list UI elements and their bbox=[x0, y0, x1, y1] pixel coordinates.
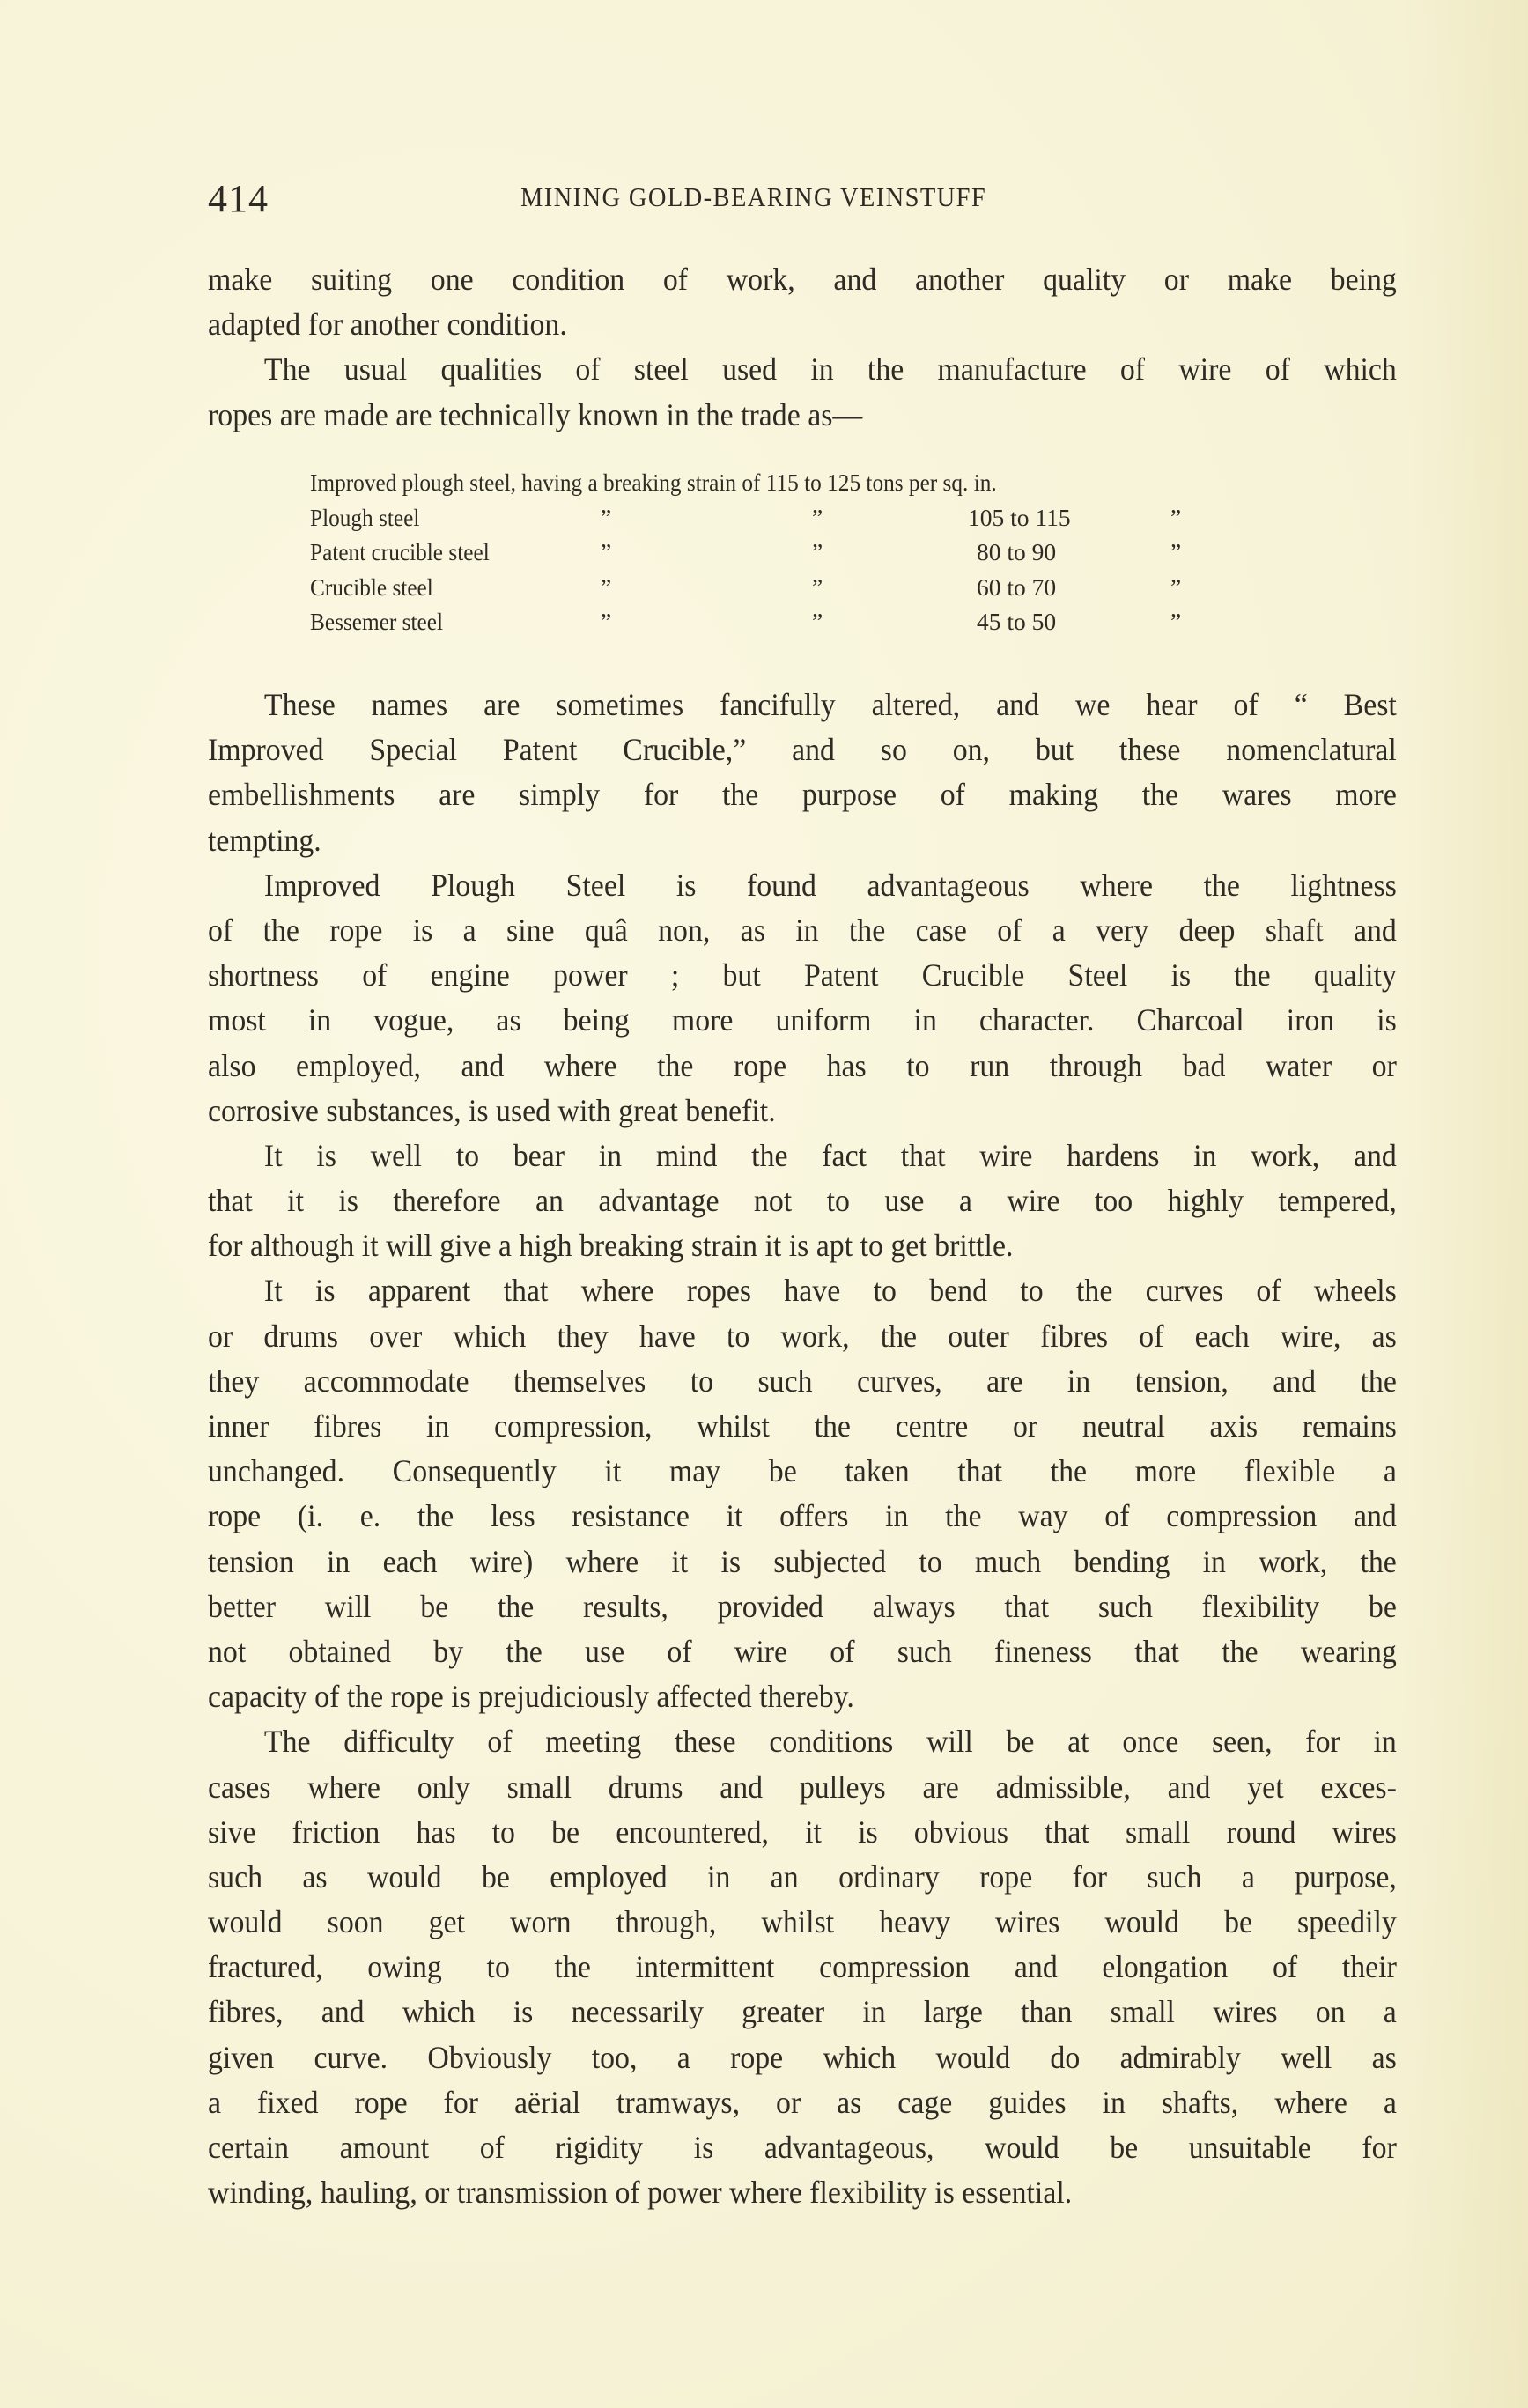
text-line: given curve. Obviously too, a rope which would do admirably well as bbox=[208, 2039, 1397, 2075]
strain-range: 45 to 50 bbox=[977, 608, 1057, 635]
steel-name: Plough steel bbox=[310, 503, 420, 531]
text-line: embellishments are simply for the purpose of making the wares more bbox=[208, 777, 1397, 813]
table-row bbox=[310, 604, 1314, 639]
text-line: rope (i. e. the less resistance it offers in the way of compression and bbox=[208, 1498, 1397, 1534]
text-line: tension in each wire) where it is subjected to much bending in work, the bbox=[208, 1543, 1397, 1579]
text-line: most in vogue, as being more uniform in character. Charcoal iron is bbox=[208, 1002, 1397, 1038]
table-row bbox=[310, 570, 1314, 605]
strain-range: 105 to 115 bbox=[968, 503, 1071, 531]
text-line: better will be the results, provided always that such flexibility be bbox=[208, 1588, 1397, 1624]
strain-range: 60 to 70 bbox=[977, 572, 1057, 601]
table-row bbox=[310, 500, 1314, 536]
ditto-mark: ” bbox=[601, 608, 612, 635]
text-line: ropes are made are technically known in the trade as— bbox=[208, 396, 863, 432]
text-line: unchanged. Consequently it may be taken that the more flexible a bbox=[208, 1453, 1397, 1489]
ditto-mark: ” bbox=[812, 503, 823, 531]
table-row bbox=[310, 465, 1314, 500]
text-line: make suiting one condition of work, and another quality or make being bbox=[208, 262, 1397, 297]
page-number: 414 bbox=[208, 177, 269, 220]
text-line: These names are sometimes fancifully altered, and we hear of “ Best bbox=[263, 687, 1397, 722]
text-line: for although it will give a high breaking strain it is apt to get brittle. bbox=[208, 1228, 1014, 1264]
ditto-mark: ” bbox=[1170, 608, 1182, 635]
text-line: or drums over which they have to work, the outer fibres of each wire, as bbox=[208, 1318, 1397, 1354]
ditto-mark: ” bbox=[601, 538, 612, 565]
ditto-mark: ” bbox=[1170, 572, 1182, 601]
table-row-first-text: Improved plough steel, having a breaking strain of 115 to 125 tons per sq. in. bbox=[310, 469, 997, 496]
text-line: they accommodate themselves to such curves, are in tension, and the bbox=[208, 1363, 1397, 1399]
page-edge-shadow bbox=[1405, 0, 1528, 2408]
text-line: capacity of the rope is prejudiciously affected thereby. bbox=[208, 1679, 854, 1715]
body-paragraphs bbox=[208, 683, 1397, 2215]
text-line: such as would be employed in an ordinary rope for such a purpose, bbox=[208, 1858, 1397, 1895]
ditto-mark: ” bbox=[601, 572, 612, 601]
text-line: winding, hauling, or transmission of power where flexibility is essential. bbox=[208, 2175, 1073, 2211]
text-line: that it is therefore an advantage not to use a wire too highly tempered, bbox=[208, 1183, 1397, 1219]
text-line: sive friction has to be encountered, it is obvious that small round wires bbox=[208, 1813, 1397, 1850]
text-line: It is apparent that where ropes have to bend to the curves of wheels bbox=[263, 1273, 1397, 1309]
text-line: of the rope is a sine quâ non, as in the case of a very deep shaft and bbox=[208, 912, 1397, 948]
text-line: fractured, owing to the intermittent compression and elongation of their bbox=[208, 1949, 1397, 1985]
text-line: Improved Special Patent Crucible,” and so on, but these nomenclatural bbox=[208, 732, 1397, 768]
text-line: would soon get worn through, whilst heavy wires would be speedily bbox=[208, 1904, 1397, 1940]
intro-paragraphs bbox=[208, 257, 1397, 438]
running-head bbox=[208, 176, 1124, 220]
text-line: The usual qualities of steel used in the manufacture of wire of which bbox=[263, 351, 1397, 388]
ditto-mark: ” bbox=[812, 608, 823, 635]
text-line: corrosive substances, is used with great benefit. bbox=[208, 1092, 776, 1128]
table-row bbox=[310, 535, 1314, 570]
text-line: shortness of engine power ; but Patent Crucible Steel is the quality bbox=[208, 957, 1397, 993]
text-line: Improved Plough Steel is found advantageous where the lightness bbox=[263, 867, 1397, 903]
steel-name: Patent crucible steel bbox=[310, 538, 490, 565]
ditto-mark: ” bbox=[812, 538, 823, 565]
text-line: inner fibres in compression, whilst the centre or neutral axis remains bbox=[208, 1408, 1397, 1444]
steel-name: Crucible steel bbox=[310, 572, 433, 601]
text-line: also employed, and where the rope has to run through bad water or bbox=[208, 1047, 1397, 1083]
text-line: cases where only small drums and pulleys are admissible, and yet exces- bbox=[208, 1769, 1397, 1805]
ditto-mark: ” bbox=[1170, 538, 1182, 565]
text-line: It is well to bear in mind the fact that wire hardens in work, and bbox=[263, 1137, 1397, 1173]
steel-qualities-table bbox=[310, 465, 1314, 639]
steel-name: Bessemer steel bbox=[310, 608, 444, 635]
text-line: certain amount of rigidity is advantageous, would be unsuitable for bbox=[208, 2130, 1397, 2165]
text-line: tempting. bbox=[208, 822, 321, 858]
strain-range: 80 to 90 bbox=[977, 538, 1057, 565]
ditto-mark: ” bbox=[1170, 503, 1182, 531]
text-line: The difficulty of meeting these conditions will be at once seen, for in bbox=[263, 1724, 1397, 1760]
ditto-mark: ” bbox=[601, 503, 612, 531]
text-line: adapted for another condition. bbox=[208, 307, 567, 343]
text-line: not obtained by the use of wire of such fineness that the wearing bbox=[208, 1633, 1397, 1669]
ditto-mark: ” bbox=[812, 572, 823, 601]
running-title: MINING GOLD-BEARING VEINSTUFF bbox=[520, 181, 987, 212]
text-line: fibres, and which is necessarily greater in large than small wires on a bbox=[208, 1994, 1397, 2030]
text-line: a fixed rope for aërial tramways, or as cage guides in shafts, where a bbox=[208, 2084, 1397, 2120]
